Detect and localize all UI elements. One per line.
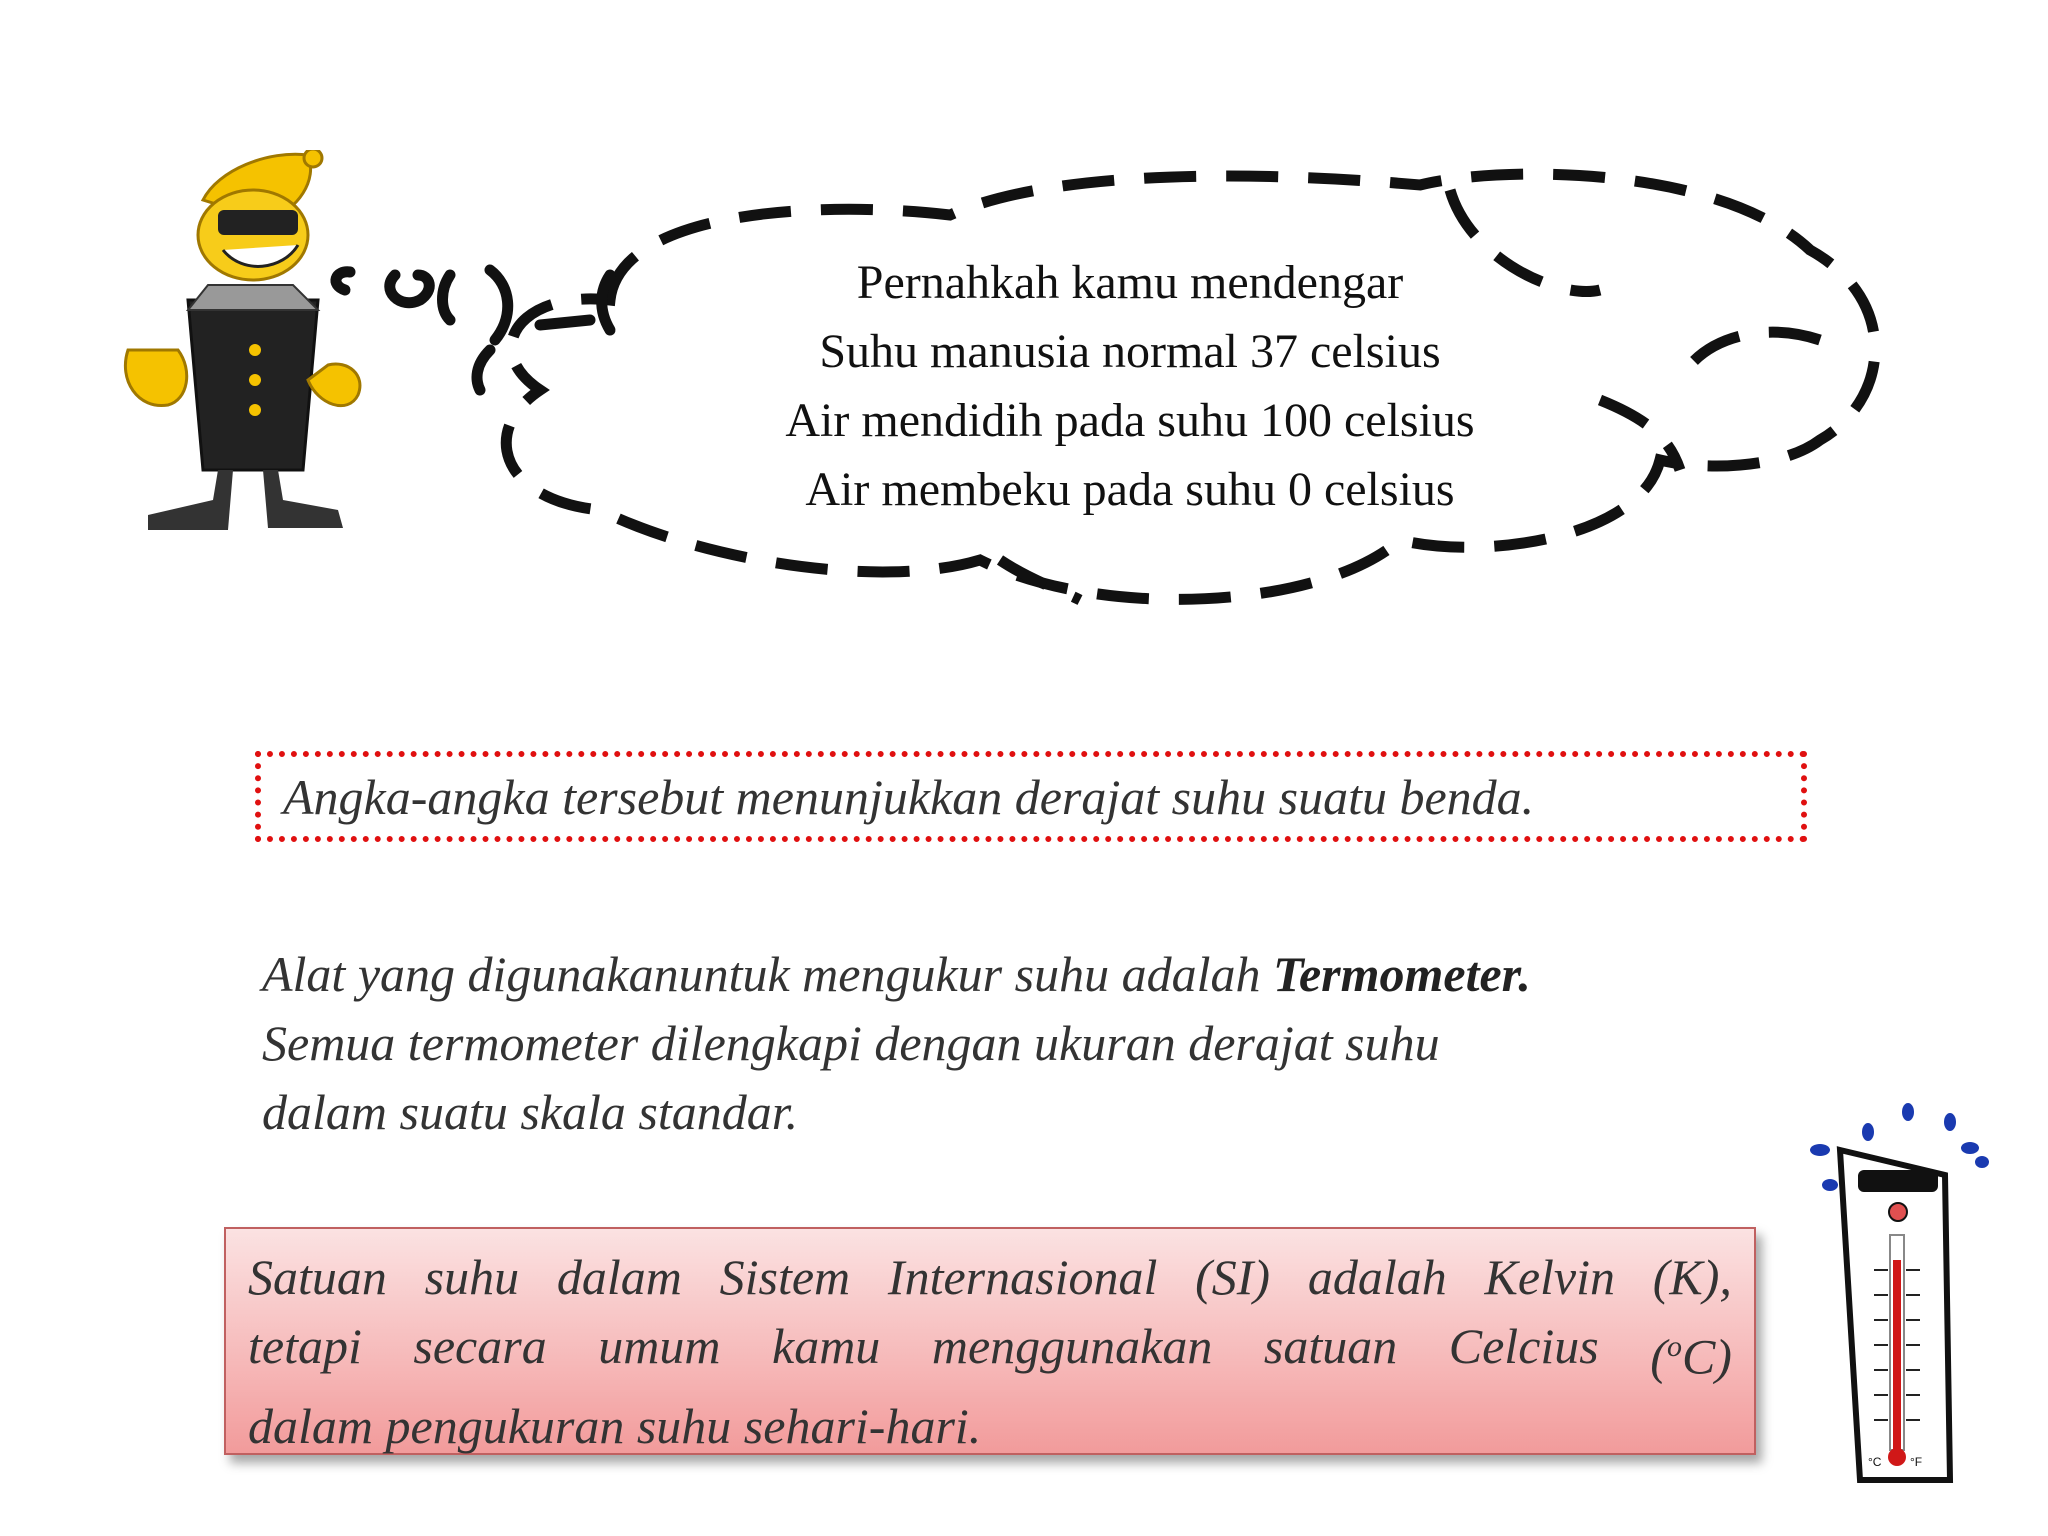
thermometer-illustration bbox=[1790, 1100, 2000, 1485]
si-word: dalam bbox=[556, 1249, 682, 1305]
si-word: Satuan bbox=[248, 1249, 387, 1305]
statement-text: Angka-angka tersebut menunjukkan derajat suhu suatu benda. bbox=[283, 769, 1535, 825]
statement-box bbox=[255, 751, 1807, 842]
si-unit-box bbox=[224, 1227, 1756, 1455]
thermometer-sunglasses-icon bbox=[1858, 1170, 1938, 1192]
si-word: suhu bbox=[424, 1249, 520, 1305]
mercury-column bbox=[1893, 1260, 1901, 1450]
thought-bubble-text bbox=[700, 248, 1560, 524]
si-word: (SI) bbox=[1195, 1249, 1271, 1305]
celsius-unit bbox=[1650, 1312, 1732, 1392]
mascot-right-hand-icon bbox=[308, 364, 360, 406]
si-word: kamu bbox=[772, 1318, 881, 1374]
paragraph-line-1-text: Alat yang digunakanuntuk mengukur suhu adalah bbox=[262, 946, 1273, 1002]
thought-line-2: Suhu manusia normal 37 celsius bbox=[819, 325, 1441, 378]
unit-close: C) bbox=[1681, 1328, 1732, 1385]
si-word: (K), bbox=[1652, 1249, 1732, 1305]
si-word: Celcius bbox=[1448, 1318, 1599, 1374]
si-word: umum bbox=[598, 1318, 721, 1374]
thought-line-1: Pernahkah kamu mendengar bbox=[856, 256, 1404, 309]
celsius-scale-label: °C bbox=[1868, 1455, 1882, 1469]
si-line-3: dalam pengukuran suhu sehari-hari. bbox=[248, 1397, 982, 1454]
termometer-keyword: Termometer. bbox=[1273, 946, 1531, 1002]
si-word: menggunakan bbox=[931, 1318, 1213, 1374]
paragraph-line-3: dalam suatu skala standar. bbox=[262, 1084, 799, 1140]
thought-line-3: Air mendidih pada suhu 100 celsius bbox=[785, 394, 1475, 447]
si-word: tetapi bbox=[248, 1318, 362, 1374]
paragraph-line-1 bbox=[262, 940, 1762, 1009]
si-line-2 bbox=[248, 1312, 1732, 1392]
si-word: Kelvin bbox=[1484, 1249, 1615, 1305]
mascot-left-hand-icon bbox=[125, 350, 186, 406]
si-word: Internasional bbox=[887, 1249, 1158, 1305]
fahrenheit-scale-label: °F bbox=[1910, 1455, 1923, 1469]
mascot-illustration bbox=[118, 150, 368, 530]
si-line-1 bbox=[248, 1243, 1732, 1312]
si-word: Sistem bbox=[719, 1249, 851, 1305]
mercury-bulb bbox=[1888, 1448, 1906, 1466]
unit-open: ( bbox=[1650, 1328, 1667, 1385]
paragraph-line-2: Semua termometer dilengkapi dengan ukuran derajat suhu bbox=[262, 1015, 1440, 1071]
si-word: secara bbox=[413, 1318, 547, 1374]
thought-line-4: Air membeku pada suhu 0 celsius bbox=[805, 463, 1455, 516]
si-word: adalah bbox=[1307, 1249, 1447, 1305]
si-word: satuan bbox=[1263, 1318, 1398, 1374]
degree-sup: o bbox=[1666, 1330, 1682, 1363]
thermometer-paragraph bbox=[262, 940, 1762, 1147]
mascot-sunglasses-icon bbox=[218, 210, 298, 235]
